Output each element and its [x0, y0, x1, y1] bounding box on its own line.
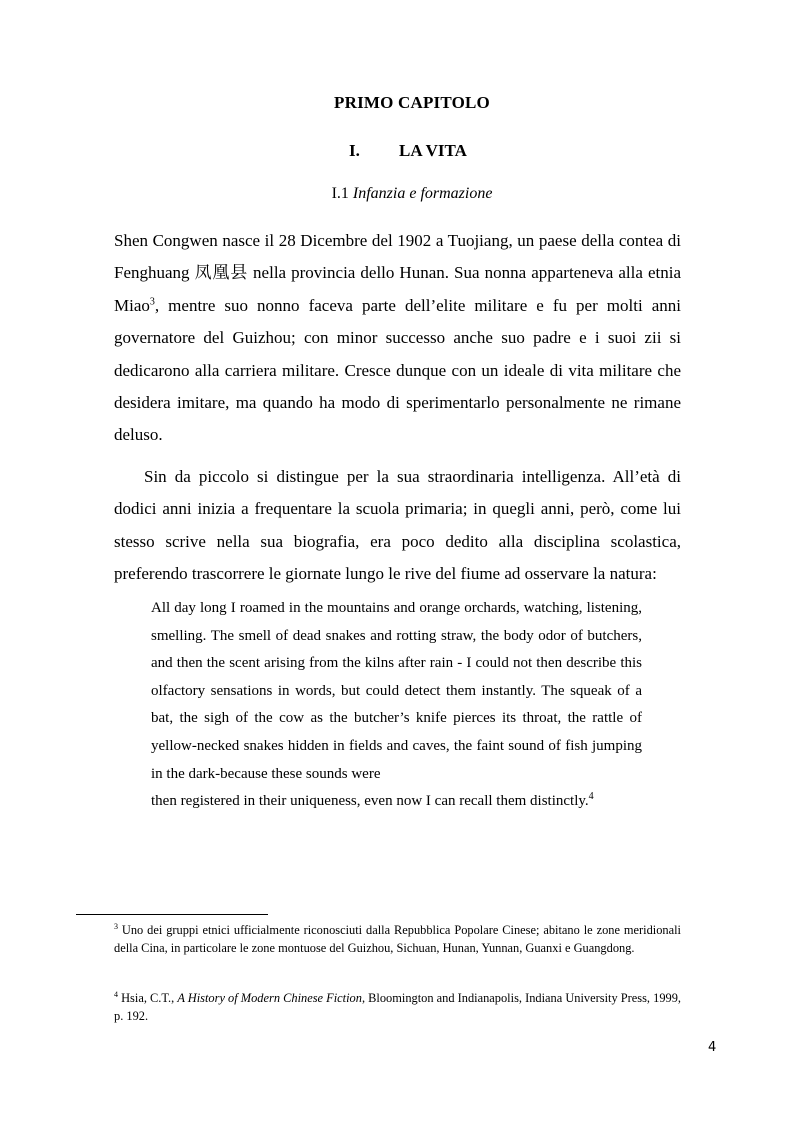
paragraph-1: [114, 225, 681, 452]
section-title: LA VITA: [399, 141, 467, 160]
footnote-3: [114, 922, 681, 957]
footnote-3-text: Uno dei gruppi etnici ufficialmente riconosciuti dalla Repubblica Popolare Cinese; abitano le zone meridionali della Cina, in particolare le zone montuose del Guizhou, Sichuan, Hunan, Yunnan, Guanxi e Guangdong.: [114, 923, 681, 955]
footnote-4: [114, 990, 681, 1025]
paragraph-2: [114, 461, 681, 591]
paragraph-2-text: Sin da piccolo si distingue per la sua straordinaria intelligenza. All’età di dodici anni inizia a frequentare la scuola primaria; in quegli anni, però, come lui stesso scrive nella sua biografia, era poco dedito alla disciplina scolastica, preferendo trascorrere le giornate lungo le rive del fiume ad osservare la natura:: [114, 467, 681, 584]
section-number: I.: [349, 141, 360, 160]
footnote-separator: [76, 914, 268, 915]
quote-last-line: then registered in their uniqueness, even now I can recall them distinctly.: [151, 793, 589, 810]
footnote-4-pre: Hsia, C.T.,: [118, 991, 178, 1005]
footnote-ref-3[interactable]: 3: [149, 296, 155, 308]
section-heading: [349, 141, 467, 161]
quote-text: All day long I roamed in the mountains and orange orchards, watching, listening, smelling. The smell of dead snakes and rotting straw, the body odor of butchers, and then the scent arising from the kilns after rain - I could not then describe this olfactory sensations in words, but could detect them instantly. The squeak of a bat, the sigh of the cow as the butcher’s knife pierces its throat, the rattle of yellow-necked snakes hidden in fields and caves, the faint sound of fish jumping in the dark-because these sounds were: [151, 600, 642, 782]
subsection-title: Infanzia e formazione: [352, 185, 493, 202]
footnote-3-mark: 3: [114, 921, 118, 931]
footnote-ref-4[interactable]: 4: [588, 791, 594, 803]
paragraph-1-text-b: , mentre suo nonno faceva parte dell’elite militare e fu per molti anni governatore del Guizhou; con minor successo anche suo padre e i suoi zii si dedicarono alla carriera militare. Cresce dunque con un ideale di vita militare che desidera imitare, ma quando ha modo di sperimentarlo personalmente ne rimane deluso.: [114, 295, 681, 445]
subsection-number: I.1: [331, 185, 349, 202]
page-number: 4: [708, 1040, 717, 1055]
chapter-title: PRIMO CAPITOLO: [334, 93, 490, 112]
footnote-4-mark: 4: [114, 989, 118, 999]
block-quote: [151, 595, 642, 816]
paragraph-1-text-a: Shen Congwen nasce il 28 Dicembre del 1902 a Tuojiang, un paese della contea di Fenghuang 凤凰县 nella provincia dello Hunan. Sua nonna apparteneva alla etnia Miao: [114, 231, 681, 315]
subsection-heading: [0, 185, 794, 203]
footnote-4-book-title: A History of Modern Chinese Fiction: [177, 991, 362, 1005]
footnote-4-post: , Bloomington and Indianapolis, Indiana University Press, 1999, p. 192.: [114, 991, 681, 1023]
